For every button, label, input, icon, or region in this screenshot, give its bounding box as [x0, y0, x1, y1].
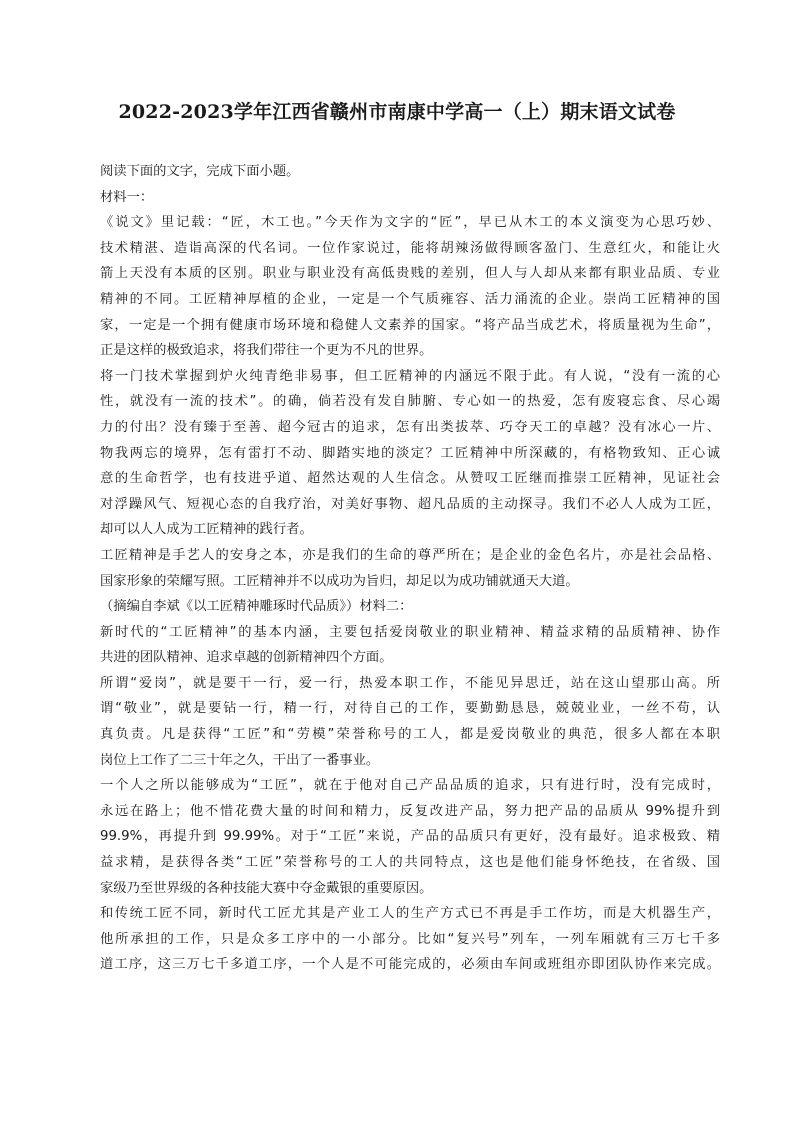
text-line: 意的生命哲学，也有技进乎道、超然达观的人生信念。从赞叹工匠继而推崇工匠精神，见证社会 — [100, 471, 720, 487]
text-line: 真负责。凡是获得“工匠”和“劳模”荣誉称号的工人，都是爱岗敬业的典范，很多人都在本职 — [100, 727, 720, 743]
text-line: 他所承担的工作，只是众多工序中的一小部分。比如“复兴号”列车，一列车厢就有三万七千多 — [100, 931, 720, 947]
text-line: 家级乃至世界级的各种技能大赛中夺金戴银的重要原因。 — [100, 880, 433, 896]
text-line: 材料一： — [100, 189, 154, 205]
text-line: 性，就没有一流的技术”。的确，倘若没有发自肺腑、专心如一的热爱，怎有废寝忘食、尽心竭 — [100, 394, 720, 410]
text-line: 正是这样的极致追求，将我们带往一个更为不凡的世界。 — [100, 343, 433, 359]
text-line: 道工序，这三万七千多道工序，一个人是不可能完成的，必须由车间或班组亦即团队协作来完成。 — [100, 957, 720, 973]
document-body — [100, 159, 720, 978]
text-line: 岗位上工作了二三十年之久，干出了一番事业。 — [100, 752, 380, 768]
text-line: 所谓“爱岗”，就是要干一行，爱一行，热爱本职工作，不能见异思迁，站在这山望那山高。所 — [100, 675, 720, 691]
text-line: 阅读下面的文字，完成下面小题。 — [100, 164, 300, 179]
text-line: 技术精湛、造诣高深的代名词。一位作家说过，能将胡辣汤做得顾客盈门、生意红火，和能让火 — [100, 240, 720, 256]
text-line: 对浮躁风气、短视心态的自我疗治，对美好事物、超凡品质的主动探寻。我们不必人人成为工匠， — [100, 496, 720, 512]
text-line: 精神的不同。工匠精神厚植的企业，一定是一个气质雍容、活力涌流的企业。崇尚工匠精神的国 — [100, 291, 720, 307]
text-line: 却可以人人成为工匠精神的践行者。 — [100, 522, 313, 538]
text-line: 益求精，是获得各类“工匠”荣誉称号的工人的共同特点，这也是他们能身怀绝技，在省级、国 — [100, 855, 720, 871]
text-line: 一个人之所以能够成为“工匠”，就在于他对自己产品品质的追求，只有进行时，没有完成时， — [100, 778, 720, 794]
text-line: 物我两忘的境界，怎有雷打不动、脚踏实地的淡定？工匠精神中所深藏的，有格物致知、正心诚 — [100, 445, 720, 461]
text-line: 共进的团队精神、追求卓越的创新精神四个方面。 — [100, 650, 393, 666]
text-line: 新时代的“工匠精神”的基本内涵，主要包括爱岗敬业的职业精神、精益求精的品质精神、协作 — [100, 624, 720, 640]
text-line: 工匠精神是手艺人的安身之本，亦是我们的生命的尊严所在；是企业的金色名片，亦是社会品格、 — [100, 547, 720, 563]
text-line: （摘编自李斌《以工匠精神雕琢时代品质》）材料二： — [100, 599, 413, 615]
text-line: 谓“敬业”，就是要钻一行，精一行，对待自己的工作，要勤勤恳恳，兢兢业业，一丝不苟，认 — [100, 701, 720, 717]
text-line: 永远在路上；他不惜花费大量的时间和精力，反复改进产品，努力把产品的品质从 99%提升到 — [100, 803, 720, 819]
text-line: 将一门技术掌握到炉火纯青绝非易事，但工匠精神的内涵远不限于此。有人说，“没有一流的心 — [100, 368, 720, 384]
text-line: 箭上天没有本质的区别。职业与职业没有高低贵贱的差别，但人与人却从来都有职业品质、专业 — [100, 266, 720, 282]
text-line: 家，一定是一个拥有健康市场环境和稳健人文素养的国家。“将产品当成艺术，将质量视为生命”， — [100, 317, 720, 333]
text-line: 99.9%，再提升到 99.99%。对于“工匠”来说，产品的品质只有更好，没有最好。追求极致、精 — [100, 829, 720, 845]
text-line: 《说文》里记载：“匠，木工也。”今天作为文字的“匠”，早已从木工的本义演变为心思巧妙、 — [100, 215, 720, 231]
text-line: 和传统工匠不同，新时代工匠尤其是产业工人的生产方式已不再是手工作坊，而是大机器生产， — [100, 906, 720, 922]
text-line: 力的付出？没有臻于至善、超今冠古的追求，怎有出类拔萃、巧夺天工的卓越？没有冰心一片、 — [100, 419, 720, 435]
document-title: 2022-2023学年江西省赣州市南康中学高一（上）期末语文试卷 — [118, 101, 676, 123]
text-line: 国家形象的荣耀写照。工匠精神并不以成功为旨归，却足以为成功铺就通天大道。 — [100, 573, 579, 589]
